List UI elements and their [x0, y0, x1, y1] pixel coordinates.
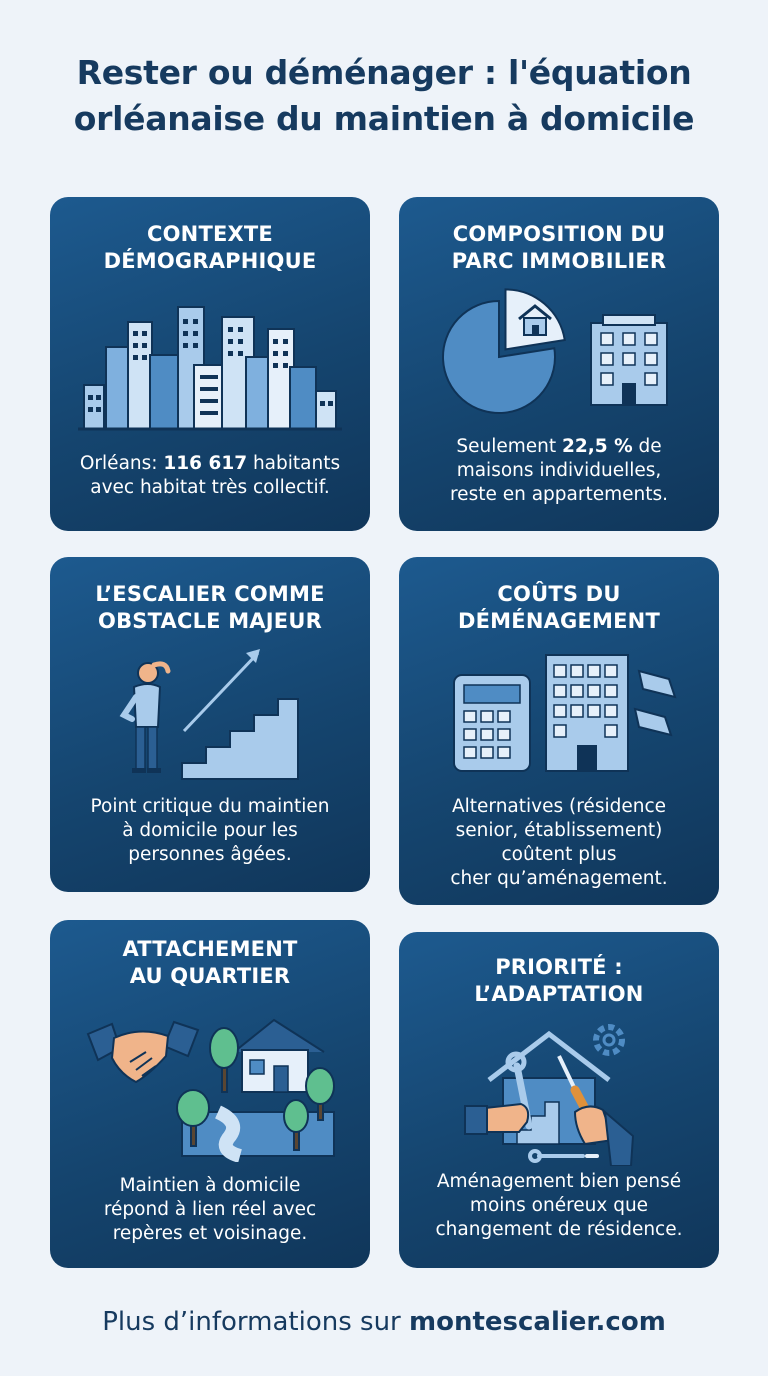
text-line: Aménagement bien pensé [436, 1171, 682, 1192]
footer [0, 1304, 768, 1340]
card-description [50, 1174, 370, 1246]
houses-percentage: 22,5 % [562, 436, 633, 457]
tools-icon [530, 1151, 597, 1161]
card-description [50, 795, 370, 867]
card-title-line: COMPOSITION DU [452, 222, 666, 246]
card-title-line: COÛTS DU [497, 582, 621, 606]
card-title-line: AU QUARTIER [129, 964, 291, 988]
calculator-building-icon [399, 649, 719, 779]
card-escalier-obstacle [50, 557, 370, 892]
text-line: senior, établissement) [455, 820, 663, 841]
page-title-line-1: Rester ou déménager : l'équation [76, 53, 692, 92]
text-line: cher qu’aménagement. [450, 868, 668, 889]
website-link[interactable]: montescalier.com [409, 1307, 666, 1337]
card-title [50, 581, 370, 635]
card-title [50, 936, 370, 990]
text-fragment: Seulement [456, 436, 562, 457]
card-title-line: L’ADAPTATION [474, 982, 644, 1006]
card-composition-parc [399, 197, 719, 531]
text-line: Point critique du maintien [90, 796, 330, 817]
calculator-icon [454, 675, 530, 771]
card-title-line: PRIORITÉ : [495, 955, 623, 979]
building-icon [546, 655, 628, 771]
card-title-line: DÉMOGRAPHIQUE [103, 249, 317, 273]
apartment-building-icon [591, 315, 667, 405]
text-line: reste en appartements. [449, 484, 669, 505]
card-description [399, 435, 719, 507]
text-line: Alternatives (résidence [452, 796, 666, 817]
card-title [50, 221, 370, 275]
price-tag-icon [635, 671, 675, 735]
card-title-line: CONTEXTE [147, 222, 273, 246]
handshake-icon [88, 1022, 198, 1082]
card-title [399, 954, 719, 1008]
card-description [399, 795, 719, 891]
card-title-line: L’ESCALIER COMME [95, 582, 325, 606]
gear-icon [596, 1027, 622, 1053]
population-count: 116 617 [163, 453, 248, 474]
card-title [399, 221, 719, 275]
pie-chart-house-icon [399, 285, 719, 425]
card-description [50, 452, 370, 500]
person-icon [124, 663, 168, 773]
text-line: moins onéreux que [469, 1195, 649, 1216]
card-title [399, 581, 719, 635]
text-line: maisons individuelles, [456, 460, 662, 481]
card-couts-demenagement [399, 557, 719, 905]
text-line: à domicile pour les [122, 820, 298, 841]
text-line: Maintien à domicile [119, 1175, 301, 1196]
card-title-line: ATTACHEMENT [122, 937, 298, 961]
house-tools-icon [399, 1016, 719, 1166]
footer-text: Plus d’informations sur [102, 1307, 410, 1337]
card-attachement-quartier [50, 920, 370, 1268]
card-title-line: PARC IMMOBILIER [451, 249, 667, 273]
text-fragment: Orléans: [79, 453, 164, 474]
page-title-line-2: orléanaise du maintien à domicile [73, 99, 695, 138]
card-priorite-adaptation [399, 932, 719, 1268]
text-fragment: habitants [247, 453, 341, 474]
text-line: repères et voisinage. [112, 1223, 308, 1244]
text-line: coûtent plus [501, 844, 617, 865]
card-title-line: DÉMÉNAGEMENT [458, 609, 660, 633]
person-stairs-icon [50, 641, 370, 781]
card-description [399, 1170, 719, 1242]
card-title-line: OBSTACLE MAJEUR [98, 609, 322, 633]
text-line: changement de résidence. [435, 1219, 683, 1240]
city-skyline-icon [50, 297, 370, 447]
text-line: personnes âgées. [128, 844, 292, 865]
card-contexte-demographique [50, 197, 370, 531]
text-line: avec habitat très collectif. [90, 477, 330, 498]
text-line: répond à lien réel avec [103, 1199, 317, 1220]
page-title [0, 50, 768, 142]
handshake-house-icon [50, 1012, 370, 1162]
text-fragment: de [632, 436, 662, 457]
